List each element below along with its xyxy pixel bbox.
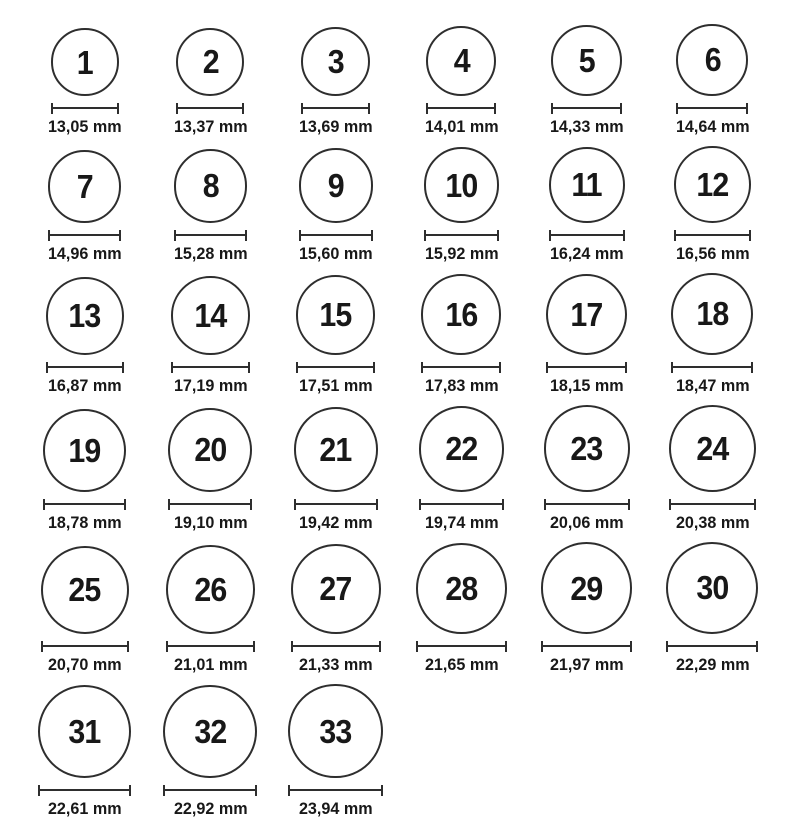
ring-size-item	[524, 274, 650, 395]
ring-size-item	[399, 26, 525, 136]
ring-size-row	[22, 542, 800, 674]
diameter-label: 21,01 mm	[173, 654, 248, 674]
diameter-measure-line	[676, 103, 748, 114]
diameter-label: 13,69 mm	[298, 116, 373, 136]
ring-circle	[51, 28, 119, 96]
ring-size-item	[273, 148, 399, 262]
ring-size-number: 23	[570, 430, 603, 467]
diameter-measure-line	[288, 785, 383, 796]
ring-size-number: 17	[570, 295, 603, 333]
ring-circle	[424, 147, 499, 222]
ring-size-number: 27	[319, 570, 352, 608]
diameter-measure-line	[168, 499, 252, 510]
ring-size-item	[148, 149, 274, 263]
ring-circle	[671, 273, 753, 355]
ring-size-number: 29	[570, 569, 603, 607]
ring-size-row	[22, 405, 800, 532]
ring-size-item	[650, 24, 776, 136]
ring-size-number: 11	[571, 166, 602, 204]
ring-size-number: 7	[76, 167, 93, 205]
diameter-label: 19,74 mm	[424, 512, 499, 532]
ring-circle	[43, 409, 126, 492]
ring-size-item	[650, 273, 776, 395]
ring-size-item	[148, 685, 274, 818]
ring-size-item	[273, 684, 399, 818]
ring-size-item	[399, 543, 525, 674]
diameter-label: 21,33 mm	[298, 654, 373, 674]
ring-circle	[288, 684, 383, 779]
ring-size-number: 20	[194, 431, 227, 469]
ring-circle	[294, 407, 379, 492]
ring-size-number: 18	[696, 295, 729, 333]
ring-size-number: 28	[445, 570, 478, 608]
diameter-label: 20,70 mm	[47, 654, 122, 674]
ring-circle	[38, 685, 131, 778]
ring-circle	[669, 405, 756, 492]
ring-size-number: 31	[68, 713, 101, 751]
ring-circle	[163, 685, 257, 779]
ring-size-item	[273, 275, 399, 394]
diameter-label: 13,37 mm	[173, 116, 248, 136]
ring-size-number: 26	[194, 570, 227, 608]
ring-size-row	[22, 146, 800, 263]
diameter-measure-line	[46, 362, 124, 373]
ring-circle	[416, 543, 507, 634]
ring-circle	[301, 27, 370, 96]
diameter-measure-line	[546, 362, 627, 373]
diameter-label: 18,78 mm	[47, 512, 122, 532]
ring-size-item	[399, 147, 525, 262]
ring-size-number: 19	[68, 431, 101, 469]
ring-circle	[174, 149, 248, 223]
diameter-label: 21,65 mm	[424, 654, 499, 674]
ring-circle	[541, 542, 632, 633]
ring-size-number: 5	[578, 41, 595, 79]
diameter-measure-line	[299, 230, 373, 241]
diameter-label: 15,28 mm	[173, 243, 248, 263]
diameter-label: 17,83 mm	[424, 375, 499, 395]
diameter-label: 15,60 mm	[298, 243, 373, 263]
diameter-measure-line	[671, 362, 753, 373]
diameter-label: 17,51 mm	[298, 375, 373, 395]
ring-circle	[549, 147, 625, 223]
ring-size-item	[650, 405, 776, 532]
ring-circle	[666, 542, 758, 634]
diameter-measure-line	[166, 641, 255, 652]
diameter-label: 15,92 mm	[424, 243, 499, 263]
ring-size-number: 13	[68, 297, 101, 335]
ring-size-number: 6	[704, 41, 721, 79]
diameter-label: 17,19 mm	[173, 375, 248, 395]
ring-size-number: 10	[445, 166, 478, 204]
diameter-measure-line	[38, 785, 131, 796]
ring-size-item	[22, 28, 148, 136]
ring-circle	[674, 146, 751, 223]
diameter-measure-line	[544, 499, 630, 510]
ring-size-item	[22, 546, 148, 674]
ring-size-number: 16	[445, 295, 478, 333]
ring-size-item	[273, 544, 399, 674]
diameter-label: 19,42 mm	[298, 512, 373, 532]
diameter-label: 16,56 mm	[675, 243, 750, 263]
diameter-measure-line	[176, 103, 244, 114]
diameter-measure-line	[163, 785, 257, 796]
diameter-label: 22,92 mm	[173, 799, 248, 818]
ring-circle	[544, 405, 630, 491]
ring-size-number: 22	[445, 430, 478, 468]
ring-size-number: 33	[319, 712, 352, 750]
ring-size-item	[148, 545, 274, 674]
diameter-measure-line	[541, 641, 632, 652]
diameter-label: 14,33 mm	[549, 116, 624, 136]
diameter-measure-line	[41, 641, 129, 652]
ring-circle	[171, 276, 250, 355]
diameter-measure-line	[48, 230, 121, 241]
ring-size-number: 30	[696, 569, 729, 607]
diameter-measure-line	[424, 230, 499, 241]
diameter-label: 21,97 mm	[549, 654, 624, 674]
diameter-measure-line	[301, 103, 370, 114]
diameter-measure-line	[294, 499, 379, 510]
ring-size-item	[148, 408, 274, 532]
diameter-measure-line	[416, 641, 507, 652]
ring-circle	[48, 150, 121, 223]
ring-size-row	[22, 24, 800, 136]
ring-size-number: 15	[319, 296, 352, 334]
ring-size-number: 9	[327, 166, 344, 204]
ring-size-item	[650, 542, 776, 674]
diameter-label: 19,10 mm	[173, 512, 248, 532]
diameter-measure-line	[666, 641, 758, 652]
ring-circle	[419, 406, 504, 491]
ring-size-number: 4	[453, 42, 470, 80]
diameter-label: 18,47 mm	[675, 375, 750, 395]
ring-size-item	[148, 276, 274, 395]
ring-size-item	[273, 27, 399, 136]
diameter-measure-line	[174, 230, 248, 241]
diameter-label: 23,94 mm	[298, 799, 373, 818]
diameter-label: 20,06 mm	[549, 512, 624, 532]
ring-circle	[551, 25, 622, 96]
ring-circle	[46, 277, 124, 355]
ring-circle	[176, 28, 244, 96]
diameter-measure-line	[421, 362, 501, 373]
ring-size-row	[22, 684, 800, 818]
diameter-label: 13,05 mm	[47, 116, 122, 136]
ring-size-item	[22, 277, 148, 395]
ring-size-number: 14	[194, 296, 227, 334]
ring-circle	[546, 274, 627, 355]
diameter-measure-line	[296, 362, 375, 373]
ring-size-number: 1	[76, 43, 93, 81]
diameter-label: 16,24 mm	[549, 243, 624, 263]
ring-size-item	[399, 406, 525, 531]
ring-circle	[41, 546, 129, 634]
ring-circle	[426, 26, 496, 96]
ring-size-number: 3	[327, 42, 344, 80]
diameter-label: 20,38 mm	[675, 512, 750, 532]
ring-size-item	[148, 28, 274, 136]
diameter-measure-line	[426, 103, 496, 114]
ring-circle	[291, 544, 381, 634]
diameter-measure-line	[549, 230, 625, 241]
ring-size-number: 25	[68, 571, 101, 609]
diameter-measure-line	[674, 230, 751, 241]
ring-circle	[166, 545, 255, 634]
diameter-measure-line	[419, 499, 504, 510]
diameter-measure-line	[51, 103, 119, 114]
ring-circle	[168, 408, 252, 492]
diameter-measure-line	[43, 499, 126, 510]
diameter-label: 14,96 mm	[47, 243, 122, 263]
ring-size-item	[524, 542, 650, 673]
ring-circle	[676, 24, 748, 96]
ring-size-item	[22, 409, 148, 532]
ring-size-item	[524, 25, 650, 136]
diameter-label: 14,64 mm	[675, 116, 750, 136]
ring-size-number: 21	[319, 430, 352, 468]
diameter-measure-line	[291, 641, 381, 652]
ring-size-item	[273, 407, 399, 532]
ring-size-number: 24	[696, 429, 729, 467]
ring-circle	[421, 274, 501, 354]
ring-size-number: 12	[696, 165, 729, 203]
ring-size-item	[399, 274, 525, 394]
ring-circle	[299, 148, 373, 222]
ring-size-item	[650, 146, 776, 263]
ring-size-item	[22, 685, 148, 818]
diameter-label: 16,87 mm	[47, 375, 122, 395]
ring-size-number: 2	[202, 43, 219, 81]
ring-size-number: 32	[194, 713, 227, 751]
diameter-measure-line	[669, 499, 756, 510]
diameter-measure-line	[171, 362, 250, 373]
diameter-label: 14,01 mm	[424, 116, 499, 136]
ring-size-number: 8	[202, 167, 219, 205]
ring-size-row	[22, 273, 800, 395]
diameter-label: 22,29 mm	[675, 654, 750, 674]
diameter-label: 18,15 mm	[549, 375, 624, 395]
ring-size-item	[22, 150, 148, 263]
diameter-label: 22,61 mm	[47, 799, 122, 818]
diameter-measure-line	[551, 103, 622, 114]
ring-size-item	[524, 405, 650, 531]
ring-size-item	[524, 147, 650, 263]
ring-circle	[296, 275, 375, 354]
